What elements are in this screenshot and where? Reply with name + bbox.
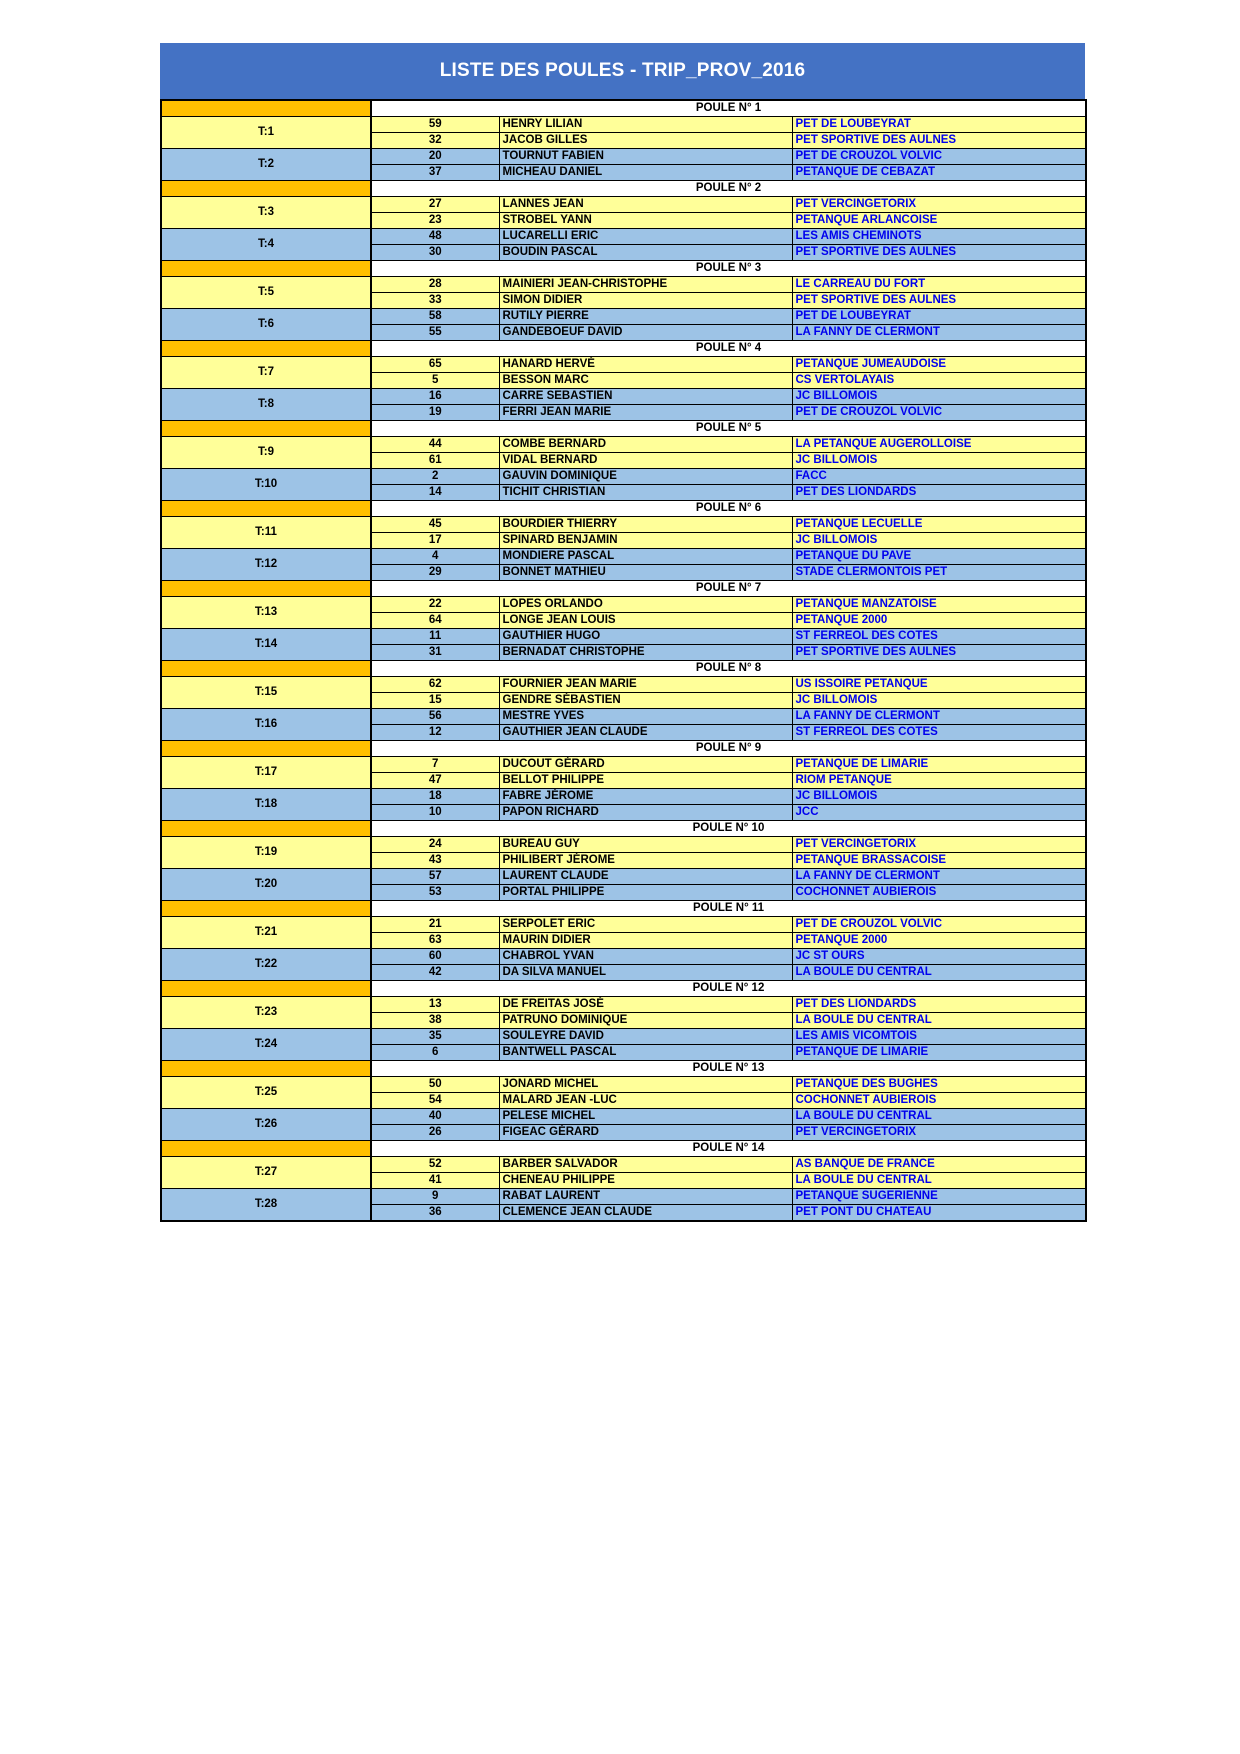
team-label: T:25 <box>161 1077 371 1109</box>
poule-header-marker <box>161 261 371 277</box>
poule-header-marker <box>161 741 371 757</box>
team-label: T:4 <box>161 229 371 261</box>
team-label: T:24 <box>161 1029 371 1061</box>
poule-header-marker <box>161 981 371 997</box>
player-club: FACC <box>792 469 1086 485</box>
player-number: 16 <box>371 389 499 405</box>
player-club: PETANQUE DES BUGHES <box>792 1077 1086 1093</box>
poule-header-row <box>161 1141 1086 1157</box>
player-name: CHENEAU PHILIPPE <box>499 1173 792 1189</box>
player-number: 10 <box>371 805 499 821</box>
player-club: PET DE CROUZOL VOLVIC <box>792 917 1086 933</box>
player-club: LA BOULE DU CENTRAL <box>792 965 1086 981</box>
player-row <box>161 437 1086 453</box>
poule-label: POULE N° 12 <box>371 981 1086 997</box>
player-number: 50 <box>371 1077 499 1093</box>
player-row <box>161 709 1086 725</box>
player-number: 53 <box>371 885 499 901</box>
player-name: CARRE SEBASTIEN <box>499 389 792 405</box>
player-club: LA BOULE DU CENTRAL <box>792 1173 1086 1189</box>
poule-header-row <box>161 261 1086 277</box>
player-name: TICHIT CHRISTIAN <box>499 485 792 501</box>
player-number: 18 <box>371 789 499 805</box>
player-club: LA FANNY DE CLERMONT <box>792 709 1086 725</box>
player-row <box>161 949 1086 965</box>
player-name: BESSON MARC <box>499 373 792 389</box>
poule-header-marker <box>161 581 371 597</box>
player-name: BARBER SALVADOR <box>499 1157 792 1173</box>
team-label: T:5 <box>161 277 371 309</box>
player-club: LA FANNY DE CLERMONT <box>792 325 1086 341</box>
player-name: PHILIBERT JÉROME <box>499 853 792 869</box>
player-name: LONGE JEAN LOUIS <box>499 613 792 629</box>
player-club: COCHONNET AUBIEROIS <box>792 1093 1086 1109</box>
team-label: T:20 <box>161 869 371 901</box>
player-club: COCHONNET AUBIEROIS <box>792 885 1086 901</box>
player-club: PETANQUE BRASSACOISE <box>792 853 1086 869</box>
poule-label: POULE N° 1 <box>371 100 1086 117</box>
team-label: T:19 <box>161 837 371 869</box>
player-name: BELLOT PHILIPPE <box>499 773 792 789</box>
player-club: JC BILLOMOIS <box>792 453 1086 469</box>
player-number: 48 <box>371 229 499 245</box>
player-name: VIDAL BERNARD <box>499 453 792 469</box>
team-label: T:28 <box>161 1189 371 1222</box>
player-number: 21 <box>371 917 499 933</box>
poule-label: POULE N° 3 <box>371 261 1086 277</box>
player-number: 35 <box>371 1029 499 1045</box>
poule-header-marker <box>161 1061 371 1077</box>
player-name: MESTRE YVES <box>499 709 792 725</box>
player-number: 65 <box>371 357 499 373</box>
player-name: MICHEAU DANIEL <box>499 165 792 181</box>
player-club: PET SPORTIVE DES AULNES <box>792 133 1086 149</box>
player-name: SPINARD BENJAMIN <box>499 533 792 549</box>
player-row <box>161 997 1086 1013</box>
poule-header-row <box>161 100 1086 117</box>
team-label: T:16 <box>161 709 371 741</box>
player-number: 43 <box>371 853 499 869</box>
player-number: 22 <box>371 597 499 613</box>
player-number: 47 <box>371 773 499 789</box>
player-number: 40 <box>371 1109 499 1125</box>
player-number: 38 <box>371 1013 499 1029</box>
poule-label: POULE N° 5 <box>371 421 1086 437</box>
page-title: LISTE DES POULES - TRIP_PROV_2016 <box>439 60 806 81</box>
player-row <box>161 837 1086 853</box>
poule-header-row <box>161 901 1086 917</box>
player-number: 12 <box>371 725 499 741</box>
player-name: LUCARELLI ERIC <box>499 229 792 245</box>
player-club: LA FANNY DE CLERMONT <box>792 869 1086 885</box>
team-label: T:21 <box>161 917 371 949</box>
poule-label: POULE N° 13 <box>371 1061 1086 1077</box>
poule-header-row <box>161 661 1086 677</box>
player-club: PET VERCINGETORIX <box>792 837 1086 853</box>
player-name: CLEMENCE JEAN CLAUDE <box>499 1205 792 1222</box>
player-row <box>161 629 1086 645</box>
player-club: JC BILLOMOIS <box>792 789 1086 805</box>
player-name: GAUTHIER HUGO <box>499 629 792 645</box>
title-bar <box>160 43 1085 99</box>
poule-header-marker <box>161 100 371 117</box>
player-name: FABRE JÉROME <box>499 789 792 805</box>
poule-header-row <box>161 1061 1086 1077</box>
player-name: FOURNIER JEAN MARIE <box>499 677 792 693</box>
player-number: 17 <box>371 533 499 549</box>
team-label: T:17 <box>161 757 371 789</box>
player-number: 30 <box>371 245 499 261</box>
poule-label: POULE N° 6 <box>371 501 1086 517</box>
player-row <box>161 517 1086 533</box>
team-label: T:15 <box>161 677 371 709</box>
player-number: 45 <box>371 517 499 533</box>
team-label: T:26 <box>161 1109 371 1141</box>
player-name: DUCOUT GÉRARD <box>499 757 792 773</box>
poule-sheet <box>160 43 1085 1222</box>
team-label: T:12 <box>161 549 371 581</box>
poule-header-marker <box>161 821 371 837</box>
poule-header-marker <box>161 501 371 517</box>
poule-label: POULE N° 9 <box>371 741 1086 757</box>
player-club: PET DE LOUBEYRAT <box>792 309 1086 325</box>
player-name: FERRI JEAN MARIE <box>499 405 792 421</box>
player-name: MONDIERE PASCAL <box>499 549 792 565</box>
player-number: 27 <box>371 197 499 213</box>
poules-table <box>160 99 1087 1222</box>
player-club: LA BOULE DU CENTRAL <box>792 1013 1086 1029</box>
player-name: CHABROL YVAN <box>499 949 792 965</box>
player-number: 9 <box>371 1189 499 1205</box>
player-club: PET SPORTIVE DES AULNES <box>792 293 1086 309</box>
poule-label: POULE N° 4 <box>371 341 1086 357</box>
player-club: PET VERCINGETORIX <box>792 1125 1086 1141</box>
player-club: ST FERREOL DES COTES <box>792 725 1086 741</box>
player-row <box>161 789 1086 805</box>
team-label: T:13 <box>161 597 371 629</box>
team-label: T:6 <box>161 309 371 341</box>
player-club: PETANQUE DE LIMARIE <box>792 757 1086 773</box>
poule-header-row <box>161 421 1086 437</box>
player-number: 62 <box>371 677 499 693</box>
player-name: JONARD MICHEL <box>499 1077 792 1093</box>
player-number: 52 <box>371 1157 499 1173</box>
player-row <box>161 229 1086 245</box>
player-row <box>161 677 1086 693</box>
player-number: 60 <box>371 949 499 965</box>
player-number: 6 <box>371 1045 499 1061</box>
player-name: DE FREITAS JOSÉ <box>499 997 792 1013</box>
player-name: LAURENT CLAUDE <box>499 869 792 885</box>
player-club: PET DE CROUZOL VOLVIC <box>792 405 1086 421</box>
player-number: 56 <box>371 709 499 725</box>
player-name: MAINIERI JEAN-CHRISTOPHE <box>499 277 792 293</box>
team-label: T:9 <box>161 437 371 469</box>
player-number: 28 <box>371 277 499 293</box>
player-name: BUREAU GUY <box>499 837 792 853</box>
player-number: 61 <box>371 453 499 469</box>
team-label: T:14 <box>161 629 371 661</box>
team-label: T:2 <box>161 149 371 181</box>
player-number: 26 <box>371 1125 499 1141</box>
team-label: T:23 <box>161 997 371 1029</box>
player-name: RUTILY PIERRE <box>499 309 792 325</box>
player-row <box>161 917 1086 933</box>
player-number: 23 <box>371 213 499 229</box>
team-label: T:18 <box>161 789 371 821</box>
poule-label: POULE N° 14 <box>371 1141 1086 1157</box>
player-row <box>161 309 1086 325</box>
player-row <box>161 389 1086 405</box>
player-number: 55 <box>371 325 499 341</box>
poule-header-marker <box>161 181 371 197</box>
player-row <box>161 469 1086 485</box>
player-club: JC BILLOMOIS <box>792 389 1086 405</box>
poule-header-marker <box>161 661 371 677</box>
player-club: PET DE LOUBEYRAT <box>792 117 1086 133</box>
player-number: 11 <box>371 629 499 645</box>
player-number: 36 <box>371 1205 499 1222</box>
player-number: 19 <box>371 405 499 421</box>
team-label: T:7 <box>161 357 371 389</box>
player-club: PETANQUE DE CEBAZAT <box>792 165 1086 181</box>
player-number: 14 <box>371 485 499 501</box>
player-name: BOURDIER THIERRY <box>499 517 792 533</box>
player-club: LES AMIS VICOMTOIS <box>792 1029 1086 1045</box>
poule-header-row <box>161 981 1086 997</box>
player-club: JCC <box>792 805 1086 821</box>
player-row <box>161 1189 1086 1205</box>
player-club: JC BILLOMOIS <box>792 533 1086 549</box>
poules-table-body <box>161 100 1086 1221</box>
player-name: HANARD HERVÉ <box>499 357 792 373</box>
player-number: 2 <box>371 469 499 485</box>
player-name: MALARD JEAN -LUC <box>499 1093 792 1109</box>
player-name: JACOB GILLES <box>499 133 792 149</box>
player-club: PET VERCINGETORIX <box>792 197 1086 213</box>
poule-header-row <box>161 821 1086 837</box>
player-name: GENDRE SÉBASTIEN <box>499 693 792 709</box>
player-name: GANDEBOEUF DAVID <box>499 325 792 341</box>
player-name: LANNES JEAN <box>499 197 792 213</box>
player-club: PET DES LIONDARDS <box>792 997 1086 1013</box>
player-row <box>161 549 1086 565</box>
player-name: BANTWELL PASCAL <box>499 1045 792 1061</box>
player-name: SIMON DIDIER <box>499 293 792 309</box>
player-row <box>161 149 1086 165</box>
player-number: 32 <box>371 133 499 149</box>
player-row <box>161 1157 1086 1173</box>
player-number: 41 <box>371 1173 499 1189</box>
player-number: 58 <box>371 309 499 325</box>
player-club: PETANQUE MANZATOISE <box>792 597 1086 613</box>
player-row <box>161 1077 1086 1093</box>
player-club: LA PETANQUE AUGEROLLOISE <box>792 437 1086 453</box>
player-row <box>161 117 1086 133</box>
player-name: SOULEYRE DAVID <box>499 1029 792 1045</box>
player-number: 37 <box>371 165 499 181</box>
player-name: BOUDIN PASCAL <box>499 245 792 261</box>
player-number: 4 <box>371 549 499 565</box>
player-name: PELESE MICHEL <box>499 1109 792 1125</box>
player-name: TOURNUT FABIEN <box>499 149 792 165</box>
player-club: ST FERREOL DES COTES <box>792 629 1086 645</box>
player-club: PETANQUE 2000 <box>792 933 1086 949</box>
player-club: PET PONT DU CHATEAU <box>792 1205 1086 1222</box>
player-club: PETANQUE ARLANCOISE <box>792 213 1086 229</box>
team-label: T:27 <box>161 1157 371 1189</box>
player-name: HENRY LILIAN <box>499 117 792 133</box>
player-club: PET SPORTIVE DES AULNES <box>792 645 1086 661</box>
poule-header-row <box>161 501 1086 517</box>
player-club: LE CARREAU DU FORT <box>792 277 1086 293</box>
player-club: PETANQUE 2000 <box>792 613 1086 629</box>
player-name: PATRUNO DOMINIQUE <box>499 1013 792 1029</box>
player-number: 33 <box>371 293 499 309</box>
player-club: PET DES LIONDARDS <box>792 485 1086 501</box>
player-number: 54 <box>371 1093 499 1109</box>
player-club: PET SPORTIVE DES AULNES <box>792 245 1086 261</box>
player-name: BONNET MATHIEU <box>499 565 792 581</box>
player-number: 15 <box>371 693 499 709</box>
player-name: MAURIN DIDIER <box>499 933 792 949</box>
player-number: 59 <box>371 117 499 133</box>
poule-header-row <box>161 341 1086 357</box>
team-label: T:22 <box>161 949 371 981</box>
player-number: 42 <box>371 965 499 981</box>
poule-label: POULE N° 8 <box>371 661 1086 677</box>
player-club: LA BOULE DU CENTRAL <box>792 1109 1086 1125</box>
player-number: 64 <box>371 613 499 629</box>
player-name: PORTAL PHILIPPE <box>499 885 792 901</box>
player-name: GAUVIN DOMINIQUE <box>499 469 792 485</box>
player-club: PETANQUE DU PAVE <box>792 549 1086 565</box>
player-number: 5 <box>371 373 499 389</box>
player-number: 44 <box>371 437 499 453</box>
poule-header-row <box>161 741 1086 757</box>
player-name: STROBEL YANN <box>499 213 792 229</box>
poule-header-marker <box>161 421 371 437</box>
player-row <box>161 197 1086 213</box>
player-name: SERPOLET ERIC <box>499 917 792 933</box>
player-name: LOPES ORLANDO <box>499 597 792 613</box>
player-row <box>161 869 1086 885</box>
team-label: T:8 <box>161 389 371 421</box>
player-club: US ISSOIRE PETANQUE <box>792 677 1086 693</box>
team-label: T:1 <box>161 117 371 149</box>
player-name: RABAT LAURENT <box>499 1189 792 1205</box>
player-name: GAUTHIER JEAN CLAUDE <box>499 725 792 741</box>
player-club: LES AMIS CHEMINOTS <box>792 229 1086 245</box>
player-club: STADE CLERMONTOIS PET <box>792 565 1086 581</box>
player-row <box>161 277 1086 293</box>
player-number: 63 <box>371 933 499 949</box>
player-row <box>161 597 1086 613</box>
player-club: JC BILLOMOIS <box>792 693 1086 709</box>
player-number: 20 <box>371 149 499 165</box>
poule-header-marker <box>161 901 371 917</box>
player-name: PAPON RICHARD <box>499 805 792 821</box>
player-club: PETANQUE SUGERIENNE <box>792 1189 1086 1205</box>
player-club: PETANQUE JUMEAUDOISE <box>792 357 1086 373</box>
player-name: FIGEAC GÉRARD <box>499 1125 792 1141</box>
player-number: 7 <box>371 757 499 773</box>
player-club: PETANQUE LECUELLE <box>792 517 1086 533</box>
player-number: 29 <box>371 565 499 581</box>
player-row <box>161 1029 1086 1045</box>
poule-header-row <box>161 581 1086 597</box>
team-label: T:3 <box>161 197 371 229</box>
team-label: T:10 <box>161 469 371 501</box>
poule-header-marker <box>161 341 371 357</box>
player-number: 24 <box>371 837 499 853</box>
player-name: BERNADAT CHRISTOPHE <box>499 645 792 661</box>
poule-label: POULE N° 7 <box>371 581 1086 597</box>
poule-label: POULE N° 2 <box>371 181 1086 197</box>
player-club: JC ST OURS <box>792 949 1086 965</box>
player-club: PET DE CROUZOL VOLVIC <box>792 149 1086 165</box>
player-club: AS BANQUE DE FRANCE <box>792 1157 1086 1173</box>
player-row <box>161 1109 1086 1125</box>
team-label: T:11 <box>161 517 371 549</box>
poule-label: POULE N° 10 <box>371 821 1086 837</box>
player-name: COMBE BERNARD <box>499 437 792 453</box>
player-number: 31 <box>371 645 499 661</box>
poule-header-marker <box>161 1141 371 1157</box>
player-club: RIOM PETANQUE <box>792 773 1086 789</box>
player-club: CS VERTOLAYAIS <box>792 373 1086 389</box>
player-number: 57 <box>371 869 499 885</box>
player-number: 13 <box>371 997 499 1013</box>
player-row <box>161 357 1086 373</box>
player-club: PETANQUE DE LIMARIE <box>792 1045 1086 1061</box>
poule-label: POULE N° 11 <box>371 901 1086 917</box>
player-name: DA SILVA MANUEL <box>499 965 792 981</box>
poule-header-row <box>161 181 1086 197</box>
player-row <box>161 757 1086 773</box>
